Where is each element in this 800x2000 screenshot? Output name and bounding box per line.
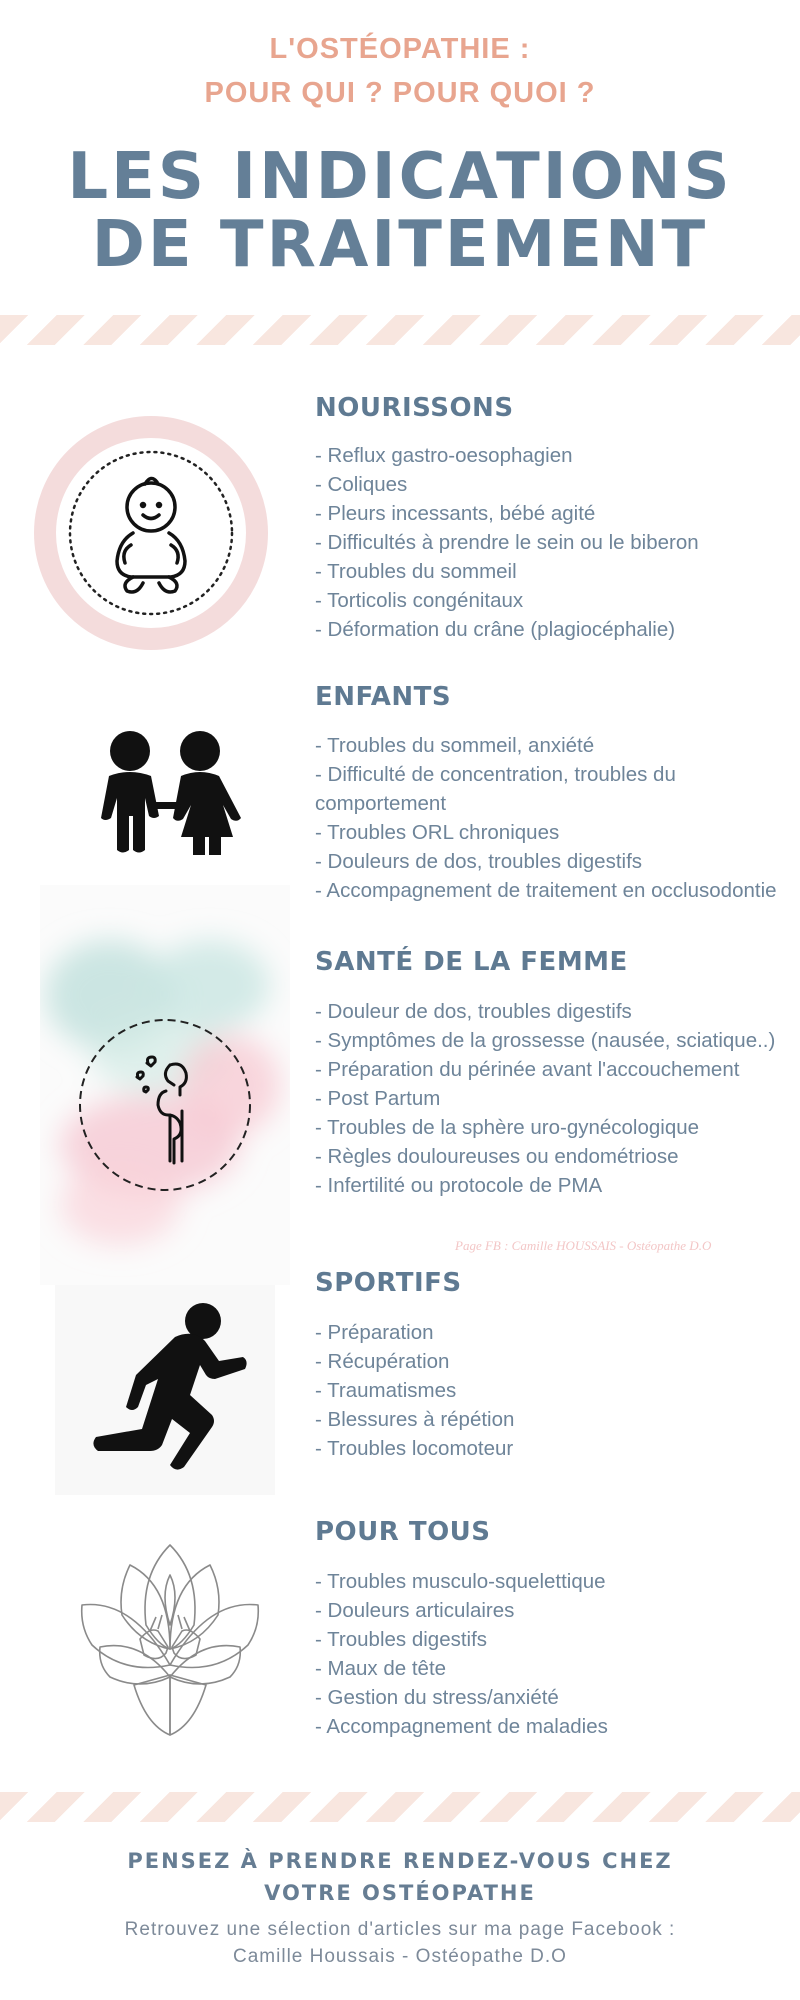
page-title-line-1: LES INDICATIONS: [67, 140, 733, 214]
section-title-pour-tous: POUR TOUS: [315, 1517, 491, 1547]
section-list-enfants: [315, 731, 795, 905]
footer-text-line-1: Retrouvez une sélection d'articles sur ma page Facebook :: [124, 1919, 676, 1940]
list-item: - Préparation du périnée avant l'accouchement: [315, 1058, 740, 1081]
list-item: - Infertilité ou protocole de PMA: [315, 1174, 603, 1197]
list-item: - Troubles digestifs: [315, 1628, 488, 1651]
list-item: - Blessures à répétion: [315, 1408, 515, 1431]
footer-title-line-1: PENSEZ À PRENDRE RENDEZ-VOUS CHEZ: [127, 1849, 673, 1873]
footer-text-line-2: Camille Houssais - Ostéopathe D.O: [233, 1946, 567, 1967]
pregnant-woman-icon: [40, 885, 290, 1285]
section-list-sportifs: [315, 1318, 795, 1463]
section-title-sportifs: SPORTIFS: [315, 1268, 462, 1298]
list-item: - Post Partum: [315, 1087, 441, 1110]
list-item: - Troubles du sommeil, anxiété: [315, 734, 595, 757]
list-item: - Torticolis congénitaux: [315, 589, 524, 612]
list-item: - Règles douloureuses ou endométriose: [315, 1145, 679, 1168]
list-item: - Troubles musculo-squelettique: [315, 1570, 606, 1593]
footer-title-line-2: VOTRE OSTÉOPATHE: [264, 1881, 536, 1905]
list-item: - Troubles de la sphère uro-gynécologique: [315, 1116, 700, 1139]
section-list-nourissons: [315, 441, 795, 644]
lotus-hands-icon: [70, 1535, 270, 1745]
top-stripe-divider: [0, 315, 800, 345]
list-item: - Douleurs articulaires: [315, 1599, 515, 1622]
children-icon: [85, 730, 245, 855]
list-item: - Troubles du sommeil: [315, 560, 517, 583]
list-item: - Traumatismes: [315, 1379, 457, 1402]
list-item: - Difficultés à prendre le sein ou le biberon: [315, 531, 699, 554]
list-item: - Pleurs incessants, bébé agité: [315, 502, 596, 525]
list-item: - Préparation: [315, 1321, 434, 1344]
list-item: - Symptômes de la grossesse (nausée, sciatique..): [315, 1029, 776, 1052]
list-item: - Douleur de dos, troubles digestifs: [315, 1000, 632, 1023]
list-item: - Maux de tête: [315, 1657, 447, 1680]
section-title-sante-femme: SANTÉ DE LA FEMME: [315, 947, 628, 977]
runner-icon: [55, 1285, 275, 1495]
section-title-enfants: ENFANTS: [315, 682, 452, 712]
facebook-page-credit: Page FB : Camille HOUSSAIS - Ostéopathe D.O: [455, 1238, 712, 1253]
baby-icon: [33, 415, 269, 651]
page-title-line-2: DE TRAITEMENT: [91, 208, 709, 282]
list-item: - Difficulté de concentration, troubles du: [315, 763, 676, 786]
list-item: - Déformation du crâne (plagiocéphalie): [315, 618, 676, 641]
list-item: - Récupération: [315, 1350, 450, 1373]
section-list-pour-tous: [315, 1567, 795, 1741]
subtitle-line-1: L'OSTÉOPATHIE :: [269, 33, 531, 65]
bottom-stripe-divider: [0, 1792, 800, 1822]
list-item: - Coliques: [315, 473, 408, 496]
list-item: - Troubles ORL chroniques: [315, 821, 560, 844]
section-title-nourissons: NOURISSONS: [315, 393, 514, 423]
list-item: - Reflux gastro-oesophagien: [315, 444, 573, 467]
list-item: - Douleurs de dos, troubles digestifs: [315, 850, 643, 873]
list-item: comportement: [315, 792, 447, 815]
list-item: - Accompagnement de maladies: [315, 1715, 608, 1738]
section-list-sante-femme: [315, 997, 795, 1200]
list-item: - Troubles locomoteur: [315, 1437, 514, 1460]
subtitle-line-2: POUR QUI ? POUR QUOI ?: [204, 77, 596, 109]
list-item: - Gestion du stress/anxiété: [315, 1686, 559, 1709]
list-item: - Accompagnement de traitement en occlusodontie: [315, 879, 777, 902]
